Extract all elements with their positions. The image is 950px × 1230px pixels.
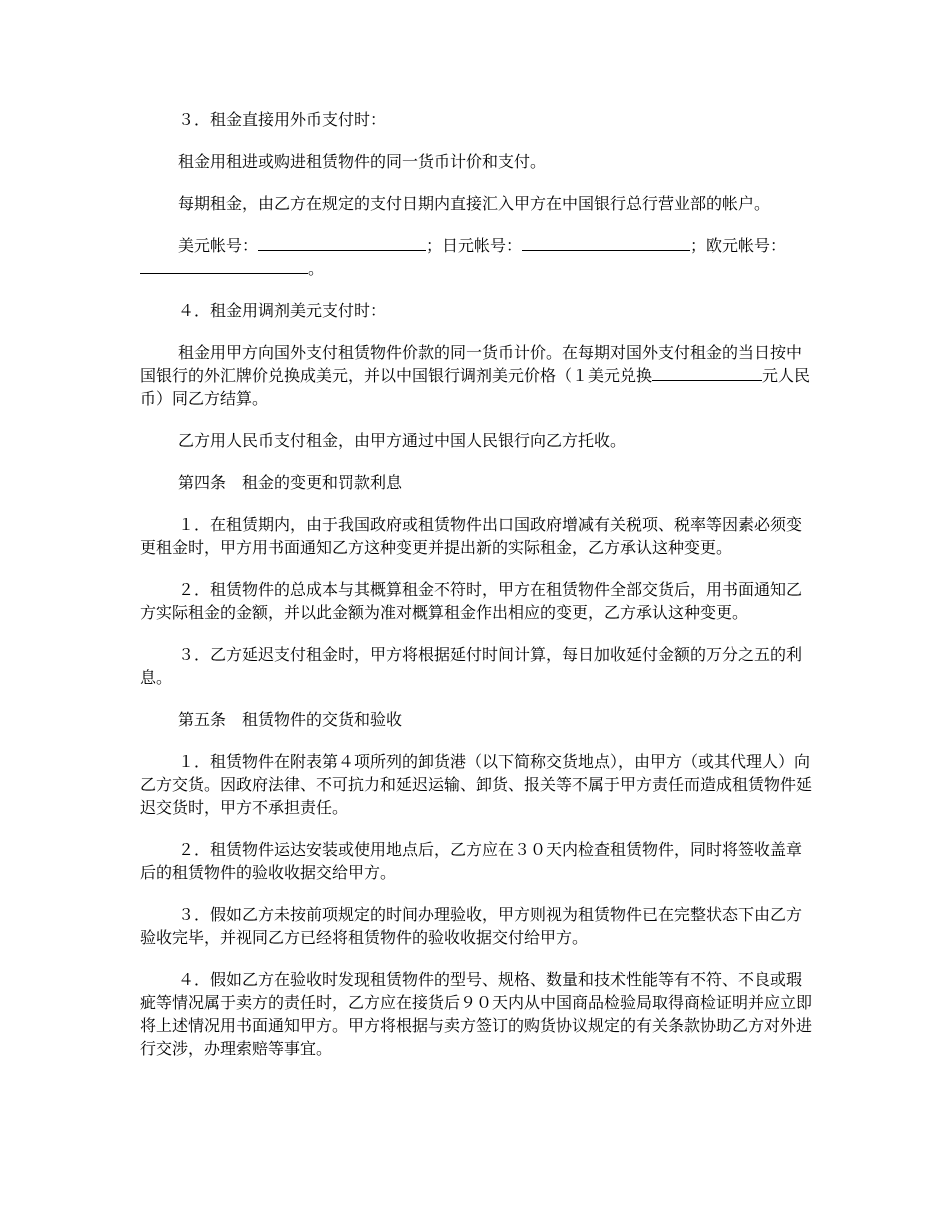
exchange-text-end: 元人民币）同乙方结算。 [140, 366, 811, 408]
exchange-text: 租金用甲方向国外支付租赁物件价款的同一货币计价。在每期对国外支付租金的当日按中国银行的外汇牌价兑换成美元，并以中国银行调剂美元价格（１美元兑换 [140, 343, 803, 385]
paragraph: ３．假如乙方未按前项规定的时间办理验收，甲方则视为租赁物件已在完整状态下由乙方验收完毕，并视同乙方已经将租赁物件的验收收据交付给甲方。 [140, 905, 803, 947]
period: 。 [308, 259, 325, 278]
article-heading: 第五条 租赁物件的交货和验收 [178, 710, 403, 729]
paragraph: 租金用租进或购进租赁物件的同一货币计价和支付。 [178, 152, 547, 171]
usd-account-label: 美元帐号： [178, 236, 259, 255]
eur-account-label: ；欧元帐号： [690, 236, 787, 255]
paragraph: ３．乙方延迟支付租金时，甲方将根据延付时间计算，每日加收延付金额的万分之五的利息。 [140, 645, 803, 687]
paragraph: ２．租赁物件的总成本与其概算租金不符时，甲方在租赁物件全部交货后，用书面通知乙方实际租金的金额，并以此金额为准对概算租金作出相应的变更，乙方承认这种变更。 [140, 580, 803, 622]
eur-account-blank [140, 257, 308, 274]
paragraph: ３．租金直接用外币支付时： [178, 110, 387, 129]
article-heading: 第四条 租金的变更和罚款利息 [178, 473, 403, 492]
jpy-account-blank [522, 234, 690, 251]
paragraph: １．租赁物件在附表第４项所列的卸货港（以下简称交货地点），由甲方（或其代理人）向乙方交货。因政府法律、不可抗力和延迟运输、卸货、报关等不属于甲方责任而造成租赁物件延迟交货时，甲方不承担责任。 [140, 752, 813, 817]
paragraph: 乙方用人民币支付租金，由甲方通过中国人民银行向乙方托收。 [178, 431, 627, 450]
jpy-account-label: ；日元帐号： [426, 236, 523, 255]
account-numbers-paragraph [140, 234, 812, 280]
exchange-rate-blank [652, 364, 762, 381]
paragraph: 每期租金，由乙方在规定的支付日期内直接汇入甲方在中国银行总行营业部的帐户。 [178, 194, 771, 213]
usd-account-blank [258, 234, 426, 251]
paragraph: １．在租赁期内，由于我国政府或租赁物件出口国政府增减有关税项、税率等因素必须变更租金时，甲方用书面通知乙方这种变更并提出新的实际租金，乙方承认这种变更。 [140, 515, 803, 557]
paragraph: ４．假如乙方在验收时发现租赁物件的型号、规格、数量和技术性能等有不符、不良或瑕疵等情况属于卖方的责任时，乙方应在接货后９０天内从中国商品检验局取得商检证明并应立即将上述情况用书面通知甲方。甲方将根据与卖方签订的购货协议规定的有关条款协助乙方对外进行交涉，办理索赔等事宜。 [140, 970, 813, 1058]
exchange-rate-paragraph [140, 341, 812, 410]
paragraph: ２．租赁物件运达安装或使用地点后，乙方应在３０天内检查租赁物件，同时将签收盖章后的租赁物件的验收收据交给甲方。 [140, 840, 803, 882]
paragraph: ４．租金用调剂美元支付时： [178, 301, 387, 320]
document-page [140, 108, 812, 1060]
